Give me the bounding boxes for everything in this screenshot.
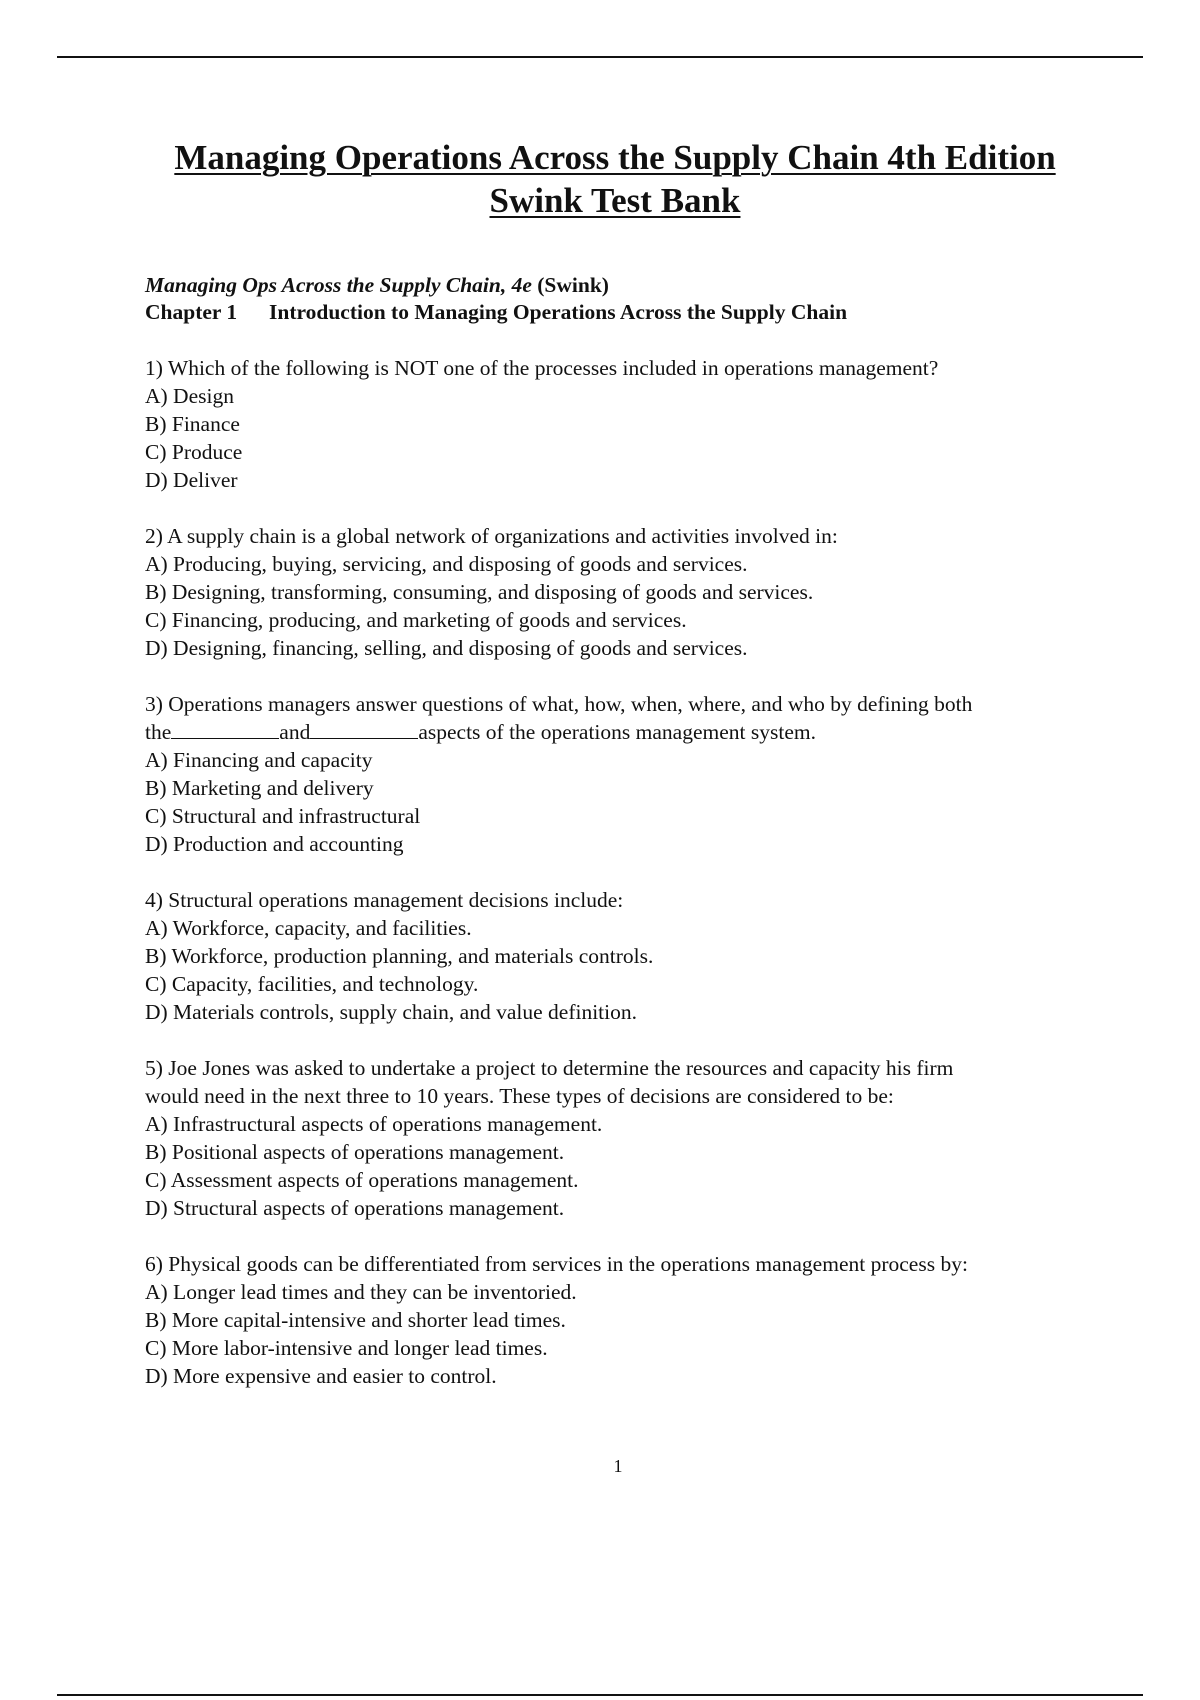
question-1 [145, 354, 1095, 494]
answer-option-c: C) More labor-intensive and longer lead times. [145, 1336, 548, 1360]
question-2 [145, 522, 1095, 662]
answer-option-c: C) Assessment aspects of operations management. [145, 1168, 579, 1192]
question-stem: 4) Structural operations management decisions include: [145, 888, 624, 912]
question-4 [145, 886, 1095, 1026]
answer-option-b: B) Designing, transforming, consuming, and disposing of goods and services. [145, 580, 814, 604]
question-stem: 6) Physical goods can be differentiated from services in the operations management process by: [145, 1252, 968, 1276]
chapter-title: Introduction to Managing Operations Across the Supply Chain [269, 300, 848, 324]
answer-option-d: D) Deliver [145, 468, 238, 492]
question-stem-line-1: 5) Joe Jones was asked to undertake a project to determine the resources and capacity his firm [145, 1056, 954, 1080]
stem-word-the: the [145, 720, 172, 744]
answer-option-c: C) Structural and infrastructural [145, 804, 421, 828]
answer-option-b: B) Positional aspects of operations management. [145, 1140, 565, 1164]
question-5 [145, 1054, 1095, 1222]
question-stem-line-2: would need in the next three to 10 years. These types of decisions are considered to be: [145, 1084, 894, 1108]
answer-option-c: C) Produce [145, 440, 243, 464]
answer-option-b: B) Finance [145, 412, 240, 436]
question-3 [145, 690, 1095, 858]
top-rule [57, 56, 1143, 58]
stem-ending: aspects of the operations management system. [418, 720, 816, 744]
chapter-line [145, 299, 847, 326]
answer-option-d: D) Materials controls, supply chain, and value definition. [145, 1000, 637, 1024]
answer-option-a: A) Longer lead times and they can be inventoried. [145, 1280, 577, 1304]
answer-option-a: A) Producing, buying, servicing, and disposing of goods and services. [145, 552, 748, 576]
answer-option-b: B) Marketing and delivery [145, 776, 374, 800]
answer-option-a: A) Workforce, capacity, and facilities. [145, 916, 472, 940]
answer-option-a: A) Infrastructural aspects of operations management. [145, 1112, 603, 1136]
fill-in-blank-2 [310, 718, 418, 739]
answer-option-a: A) Design [145, 384, 234, 408]
question-stem-line-2 [145, 718, 1095, 746]
question-stem: 1) Which of the following is NOT one of the processes included in operations management? [145, 356, 939, 380]
question-6 [145, 1250, 1095, 1390]
bottom-rule [57, 1694, 1143, 1696]
page-number: 1 [613, 1456, 623, 1476]
answer-option-b: B) Workforce, production planning, and materials controls. [145, 944, 654, 968]
course-author: (Swink) [537, 273, 609, 297]
question-stem: 2) A supply chain is a global network of organizations and activities involved in: [145, 524, 838, 548]
answer-option-d: D) More expensive and easier to control. [145, 1364, 497, 1388]
answer-option-c: C) Financing, producing, and marketing of goods and services. [145, 608, 687, 632]
question-stem-line-1: 3) Operations managers answer questions of what, how, when, where, and who by defining both [145, 692, 973, 716]
stem-word-and: and [279, 720, 311, 744]
answer-option-d: D) Production and accounting [145, 832, 404, 856]
answer-option-a: A) Financing and capacity [145, 748, 373, 772]
title-line-1: Managing Operations Across the Supply Chain 4th Edition [174, 138, 1056, 177]
answer-option-d: D) Structural aspects of operations management. [145, 1196, 565, 1220]
chapter-label: Chapter 1 [145, 300, 238, 324]
title-line-2: Swink Test Bank [489, 181, 741, 220]
chapter-header [145, 272, 847, 326]
answer-option-b: B) More capital-intensive and shorter lead times. [145, 1308, 566, 1332]
fill-in-blank-1 [171, 718, 279, 739]
course-title: Managing Ops Across the Supply Chain, 4e [145, 273, 532, 297]
document-title [100, 136, 1130, 222]
course-line [145, 272, 847, 299]
answer-option-c: C) Capacity, facilities, and technology. [145, 972, 479, 996]
question-list [145, 354, 1095, 1418]
answer-option-d: D) Designing, financing, selling, and disposing of goods and services. [145, 636, 748, 660]
